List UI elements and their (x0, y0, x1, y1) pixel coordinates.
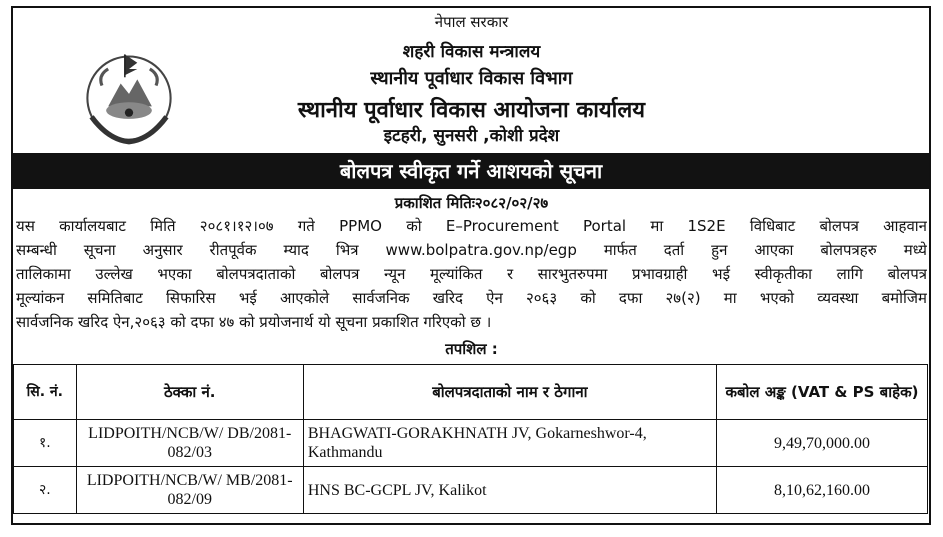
notice-body-line: सार्वजनिक खरिद ऐन,२०६३ को दफा ४७ को प्रयोजनार्थ यो सूचना प्रकाशित गरिएको छ । (16, 313, 492, 331)
row-contract-no: LIDPOITH/NCB/W/ DB/2081-082/03 (76, 420, 303, 467)
row-sn: २. (14, 467, 77, 514)
column-header-amount: कबोल अङ्क (VAT & PS बाहेक) (716, 365, 927, 420)
row-bidder: BHAGWATI-GORAKHNATH JV, Gokarneshwor-4, Kathmandu (303, 420, 716, 467)
header-line-government: नेपाल सरकार (434, 13, 509, 31)
table-row (14, 467, 928, 514)
column-header-sn: सि. नं. (14, 365, 77, 420)
row-sn: १. (14, 420, 77, 467)
header-line-address: इटहरी, सुनसरी ,कोशी प्रदेश (383, 126, 560, 146)
row-contract-no: LIDPOITH/NCB/W/ MB/2081-082/09 (76, 467, 303, 514)
header-line-office: स्थानीय पूर्वाधार विकास आयोजना कार्यालय (297, 98, 646, 123)
header-line-department: स्थानीय पूर्वाधार विकास विभाग (370, 68, 573, 89)
row-amount: 9,49,70,000.00 (773, 434, 870, 452)
details-label: तपशिल : (445, 340, 498, 358)
table-header-row (14, 365, 928, 420)
notice-body-line: सम्बन्धी सूचना अनुसार रीतपूर्वक म्याद भित्र www.bolpatra.gov.np/egp मार्फत दर्ता हुन आएका बोलपत्रहरु मध्ये (16, 241, 927, 259)
notice-body-line: मूल्यांकन समितिबाट सिफारिस भई आएकोले सार्वजनिक खरिद ऐन २०६३ को दफा २७(२) मा भएको व्यवस्था बमोजिम (16, 289, 927, 307)
row-amount: 8,10,62,160.00 (773, 481, 870, 499)
notice-body-line: तालिकामा उल्लेख भएका बोलपत्रदाताको बोलपत्र न्यून मूल्यांकित र सारभुतरुपमा प्रभावग्राही भई स्वीकृतीका लागि बोलपत्र (16, 265, 927, 283)
column-header-contract-no: ठेक्का नं. (76, 365, 303, 420)
notice-body (16, 214, 927, 334)
bid-table (13, 364, 928, 514)
notice-title: बोलपत्र स्वीकृत गर्ने आशयको सूचना (13, 153, 929, 189)
office-header (0, 0, 943, 146)
header-line-ministry: शहरी विकास मन्त्रालय (402, 42, 541, 62)
table-row (14, 420, 928, 467)
row-amount-cell (716, 420, 927, 467)
row-amount-cell (716, 467, 927, 514)
notice-body-line: यस कार्यालयबाट मिति २०८१।१२।०७ गते PPMO को E–Procurement Portal मा 1S2E विधिबाट बोलपत्र आहवान (16, 217, 927, 235)
row-bidder: HNS BC-GCPL JV, Kalikot (303, 467, 716, 514)
column-header-bidder: बोलपत्रदाताको नाम र ठेगाना (303, 365, 716, 420)
published-date: प्रकाशित मितिः२०८२/०२/२७ (394, 194, 549, 212)
